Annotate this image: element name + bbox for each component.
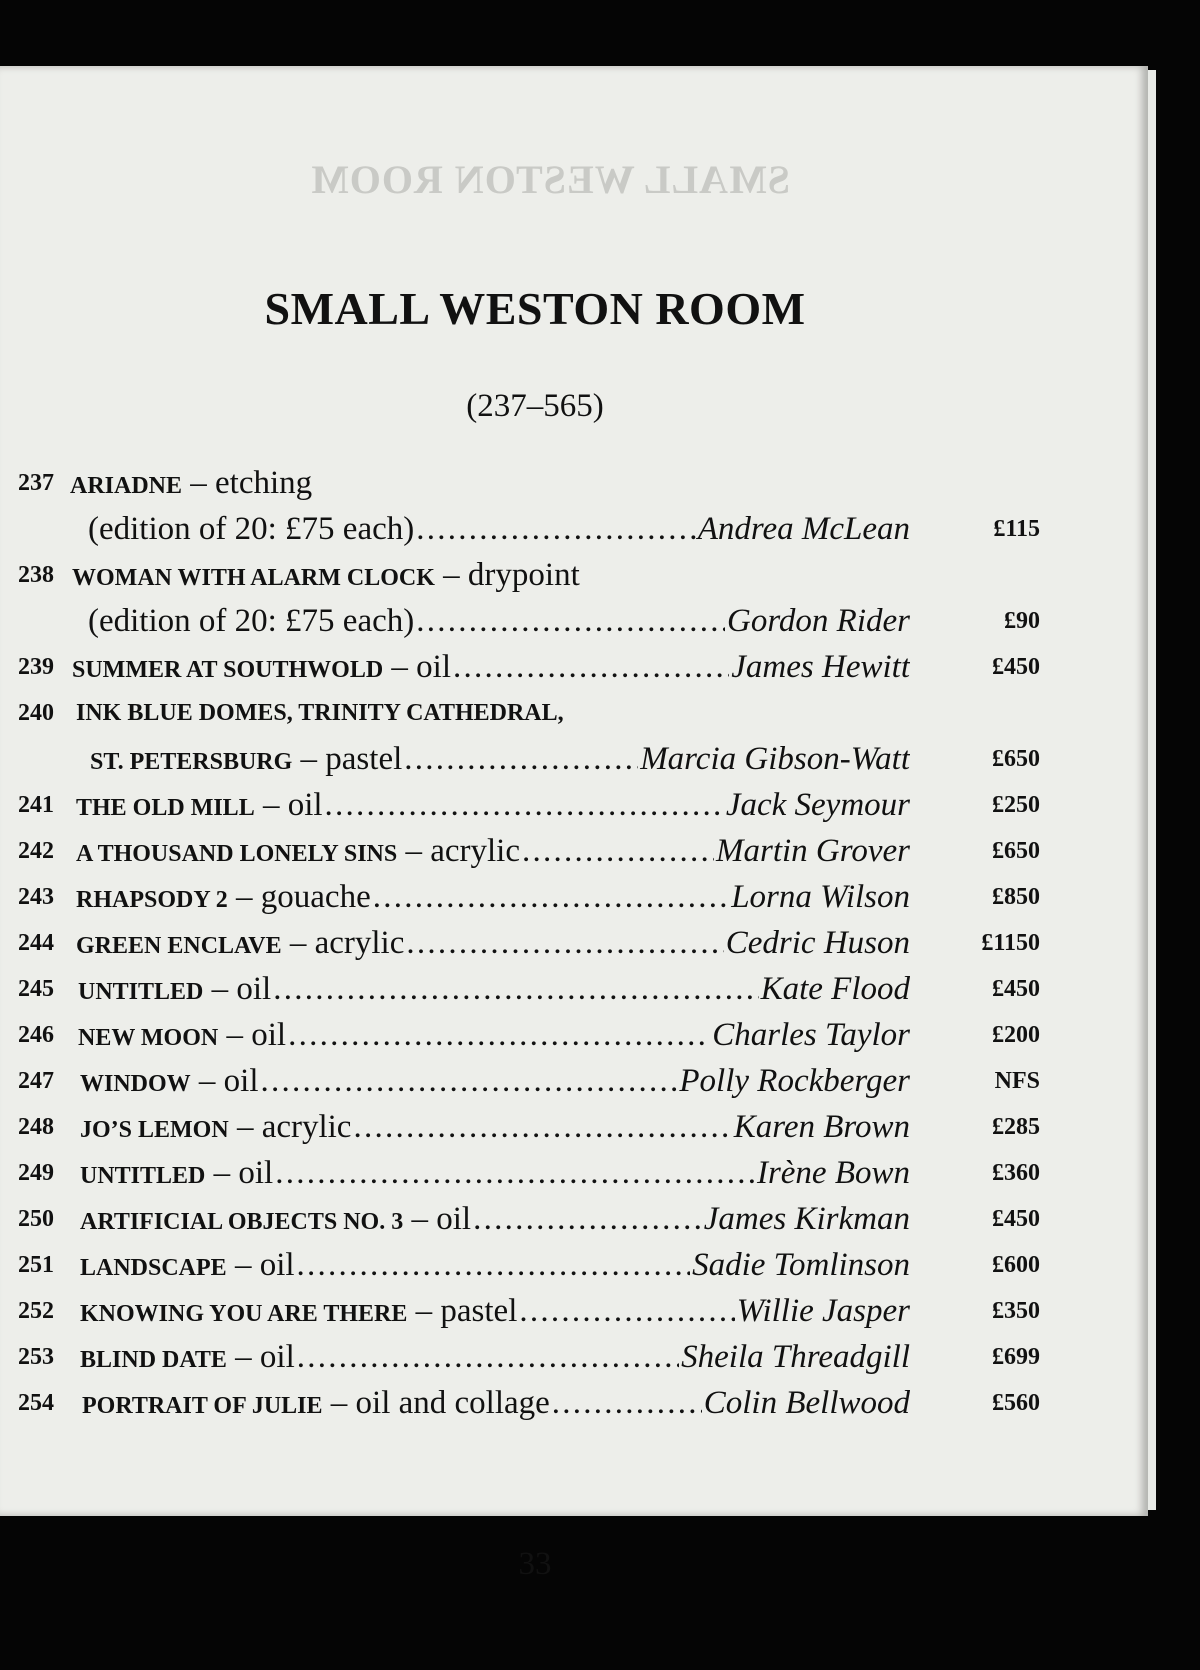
artist-name: Irène Bown — [756, 1155, 910, 1191]
artwork-title: ARIADNE — [70, 473, 183, 499]
entry-number: 242 — [18, 838, 54, 864]
entry-text — [82, 1380, 910, 1429]
entry-number: 239 — [18, 654, 54, 680]
catalogue-line — [0, 1242, 1040, 1288]
price: NFS — [994, 1068, 1040, 1094]
entry-number: 246 — [18, 1022, 54, 1048]
entry-text — [80, 1334, 910, 1383]
catalogue-page — [0, 66, 1148, 1582]
edition-note: (edition of 20: £75 each) — [88, 511, 415, 547]
artwork-title: INK BLUE DOMES, TRINITY CATHEDRAL, — [76, 700, 564, 726]
artwork-medium: – gouache — [236, 879, 371, 915]
price: £360 — [992, 1160, 1040, 1186]
entry-number: 243 — [18, 884, 54, 910]
dot-leader — [552, 1380, 702, 1426]
artwork-title: ST. PETERSBURG — [90, 749, 293, 775]
dot-leader — [273, 966, 758, 1012]
price: £90 — [1004, 608, 1040, 634]
artwork-medium: – oil and collage — [330, 1385, 550, 1421]
catalogue-range: (237–565) — [466, 388, 604, 424]
dot-leader — [325, 782, 724, 828]
entry-number: 241 — [18, 792, 54, 818]
dot-leader — [373, 874, 729, 920]
artwork-title: THE OLD MILL — [76, 795, 255, 821]
entry-number: 248 — [18, 1114, 54, 1140]
artwork-title: ARTIFICIAL OBJECTS NO. 3 — [80, 1209, 404, 1235]
price: £600 — [992, 1252, 1040, 1278]
entry-number: 254 — [18, 1390, 54, 1416]
entry-text — [80, 1058, 910, 1107]
artist-name: Willie Jasper — [736, 1293, 910, 1329]
entry-text — [80, 1288, 910, 1337]
entry-number: 237 — [18, 470, 54, 496]
artist-name: James Kirkman — [703, 1201, 910, 1237]
artwork-medium: – oil — [235, 1339, 295, 1375]
artwork-title: PORTRAIT OF JULIE — [82, 1393, 323, 1419]
artist-name: Kate Flood — [760, 971, 910, 1007]
entry-number: 247 — [18, 1068, 54, 1094]
artist-name: Lorna Wilson — [731, 879, 910, 915]
artwork-medium: – pastel — [415, 1293, 518, 1329]
catalogue-line — [0, 1288, 1040, 1334]
artwork-title: NEW MOON — [78, 1025, 219, 1051]
artist-name: James Hewitt — [731, 649, 910, 685]
artist-name: Cedric Huson — [725, 925, 910, 961]
catalogue-line — [0, 506, 1040, 552]
artist-name: Andrea McLean — [697, 511, 910, 547]
entry-number: 245 — [18, 976, 54, 1002]
artwork-medium: – oil — [262, 787, 323, 823]
price: £850 — [992, 884, 1040, 910]
price: £650 — [992, 746, 1040, 772]
artist-name: Gordon Rider — [726, 603, 910, 639]
entry-text — [88, 598, 910, 644]
catalogue-line — [0, 644, 1040, 690]
entry-text — [78, 1012, 910, 1061]
dot-leader — [519, 1288, 734, 1334]
entry-text — [72, 552, 910, 601]
artwork-medium: – oil — [411, 1201, 472, 1237]
catalogue-line — [0, 920, 1040, 966]
catalogue-line — [0, 1334, 1040, 1380]
entry-text — [90, 736, 910, 785]
price: £115 — [993, 516, 1040, 542]
entry-text — [80, 1242, 910, 1291]
artist-name: Charles Taylor — [712, 1017, 910, 1053]
entry-text — [76, 920, 910, 969]
show-through-text: SMALL WESTON ROOM — [309, 157, 791, 202]
entry-number: 244 — [18, 930, 54, 956]
price: £350 — [992, 1298, 1040, 1324]
artist-name: Sheila Threadgill — [681, 1339, 910, 1375]
dot-leader — [453, 644, 729, 690]
entry-text — [76, 874, 910, 923]
artwork-medium: – oil — [234, 1247, 295, 1283]
artwork-title: GREEN ENCLAVE — [76, 933, 282, 959]
dot-leader — [406, 920, 723, 966]
price: £250 — [992, 792, 1040, 818]
artwork-medium: – etching — [190, 465, 313, 501]
catalogue-line — [0, 828, 1040, 874]
entry-text — [80, 1196, 910, 1245]
dot-leader — [297, 1242, 691, 1288]
dot-leader — [522, 828, 714, 874]
catalogue-line — [0, 1150, 1040, 1196]
dot-leader — [297, 1334, 679, 1380]
artwork-medium: – acrylic — [289, 925, 405, 961]
artwork-title: LANDSCAPE — [80, 1255, 227, 1281]
dot-leader — [416, 598, 725, 644]
catalogue-line — [0, 1058, 1040, 1104]
artist-name: Colin Bellwood — [703, 1385, 910, 1421]
entry-number: 238 — [18, 562, 54, 588]
dot-leader — [473, 1196, 702, 1242]
dot-leader — [288, 1012, 710, 1058]
dot-leader — [275, 1150, 755, 1196]
dot-leader — [404, 736, 638, 782]
price: £699 — [992, 1344, 1040, 1370]
entry-number: 249 — [18, 1160, 54, 1186]
artwork-title: UNTITLED — [80, 1163, 206, 1189]
artwork-medium: – acrylic — [236, 1109, 352, 1145]
entry-text — [80, 1104, 910, 1153]
catalogue-line — [0, 782, 1040, 828]
artist-name: Karen Brown — [733, 1109, 910, 1145]
entry-number: 253 — [18, 1344, 54, 1370]
artist-name: Sadie Tomlinson — [692, 1247, 910, 1283]
artwork-title: RHAPSODY 2 — [76, 887, 228, 913]
catalogue-list — [0, 66, 1148, 1516]
catalogue-line — [0, 1104, 1040, 1150]
artwork-title: WINDOW — [80, 1071, 191, 1097]
entry-number: 251 — [18, 1252, 54, 1278]
entry-text — [78, 966, 910, 1015]
entry-text — [76, 782, 910, 831]
price: £650 — [992, 838, 1040, 864]
entry-text — [76, 690, 910, 736]
artwork-medium: – acrylic — [405, 833, 521, 869]
catalogue-line — [0, 552, 1040, 598]
entry-text — [72, 644, 910, 693]
price: £450 — [992, 654, 1040, 680]
entry-text — [80, 1150, 910, 1199]
price: £1150 — [981, 930, 1040, 956]
page-title: SMALL WESTON ROOM — [264, 283, 806, 334]
price: £285 — [992, 1114, 1040, 1140]
artwork-title: A THOUSAND LONELY SINS — [76, 841, 398, 867]
artist-name: Marcia Gibson-Watt — [640, 741, 910, 777]
price: £450 — [992, 1206, 1040, 1232]
entry-number: 240 — [18, 700, 54, 726]
catalogue-line — [0, 1012, 1040, 1058]
artwork-title: WOMAN WITH ALARM CLOCK — [72, 565, 435, 591]
edition-note: (edition of 20: £75 each) — [88, 603, 415, 639]
entry-text — [70, 460, 910, 509]
artwork-title: JO’S LEMON — [80, 1117, 229, 1143]
artwork-title: KNOWING YOU ARE THERE — [80, 1301, 408, 1327]
artwork-medium: – oil — [391, 649, 451, 685]
entry-text — [76, 828, 910, 877]
catalogue-line — [0, 1380, 1040, 1426]
dot-leader — [416, 506, 695, 552]
artwork-medium: – drypoint — [443, 557, 580, 593]
artist-name: Martin Grover — [715, 833, 910, 869]
artist-name: Polly Rockberger — [679, 1063, 910, 1099]
artwork-medium: – oil — [226, 1017, 287, 1053]
entry-number: 252 — [18, 1298, 54, 1324]
catalogue-line — [0, 966, 1040, 1012]
artwork-title: BLIND DATE — [80, 1347, 227, 1373]
artwork-title: UNTITLED — [78, 979, 204, 1005]
page-number: 33 — [518, 1546, 552, 1582]
artwork-medium: – oil — [211, 971, 272, 1007]
artwork-title: SUMMER AT SOUTHWOLD — [72, 657, 384, 683]
entry-number: 250 — [18, 1206, 54, 1232]
catalogue-line — [0, 1196, 1040, 1242]
catalogue-line — [0, 690, 1040, 736]
price: £450 — [992, 976, 1040, 1002]
artwork-medium: – oil — [198, 1063, 259, 1099]
catalogue-line — [0, 460, 1040, 506]
artwork-medium: – pastel — [300, 741, 403, 777]
artwork-medium: – oil — [213, 1155, 274, 1191]
catalogue-line — [0, 874, 1040, 920]
price: £560 — [992, 1390, 1040, 1416]
artist-name: Jack Seymour — [725, 787, 910, 823]
dot-leader — [261, 1058, 678, 1104]
catalogue-line — [0, 736, 1040, 782]
price: £200 — [992, 1022, 1040, 1048]
catalogue-line — [0, 598, 1040, 644]
dot-leader — [353, 1104, 731, 1150]
entry-text — [88, 506, 910, 552]
